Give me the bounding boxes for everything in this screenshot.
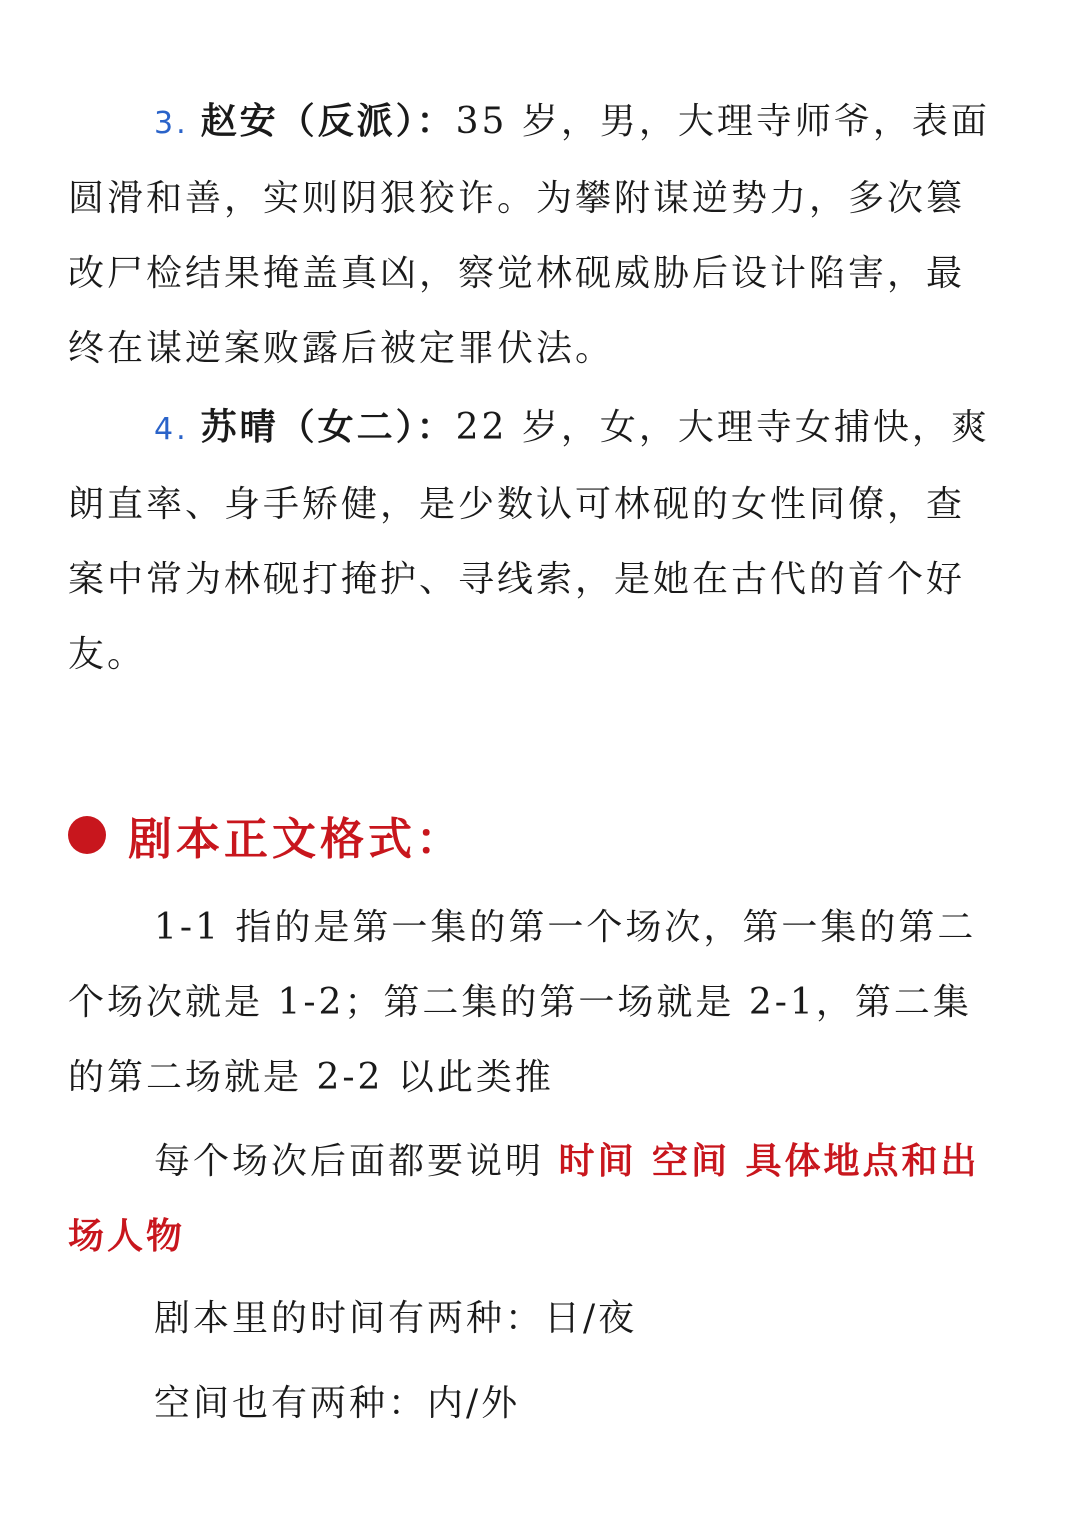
character-description: 35 岁，男，大理寺师爷，表面圆滑和善，实则阴狠狡诈。为攀附谋逆势力，多次篡改尸检结果掩盖真凶，察觉林砚威胁后设计陷害，最终在谋逆案败露后被定罪伏法。 xyxy=(68,101,990,369)
bullet-dot-icon xyxy=(68,816,106,854)
section-header xyxy=(68,800,464,870)
character-name: 苏晴（女二） xyxy=(200,406,417,448)
section-title: 剧本正文格式： xyxy=(128,814,464,865)
format-paragraph-space xyxy=(68,1366,998,1441)
character-name: 赵安（反派） xyxy=(200,100,417,142)
requirements-highlight: 时间 空间 具体地点和出场人物 xyxy=(68,1140,980,1257)
format-paragraph-scene-numbering xyxy=(68,890,998,1115)
list-number: 4. xyxy=(154,412,189,447)
scene-numbering-text: 1-1 指的是第一集的第一个场次，第一集的第二个场次就是 1-2；第二集的第一场就是 2-1，第二集的第二场就是 2-2 以此类推 xyxy=(68,907,977,1098)
character-description: 22 岁，女，大理寺女捕快，爽朗直率、身手矫健，是少数认可林砚的女性同僚，查案中常为林砚打掩护、寻线索，是她在古代的首个好友。 xyxy=(68,407,990,675)
name-colon: ： xyxy=(416,406,456,448)
format-paragraph-time xyxy=(68,1281,998,1356)
requirements-text: 每个场次后面都要说明 xyxy=(154,1141,559,1182)
space-text: 空间也有两种：内/外 xyxy=(154,1383,521,1424)
format-paragraph-scene-requirements xyxy=(68,1124,998,1274)
name-colon: ： xyxy=(416,100,456,142)
character-entry-su-qing xyxy=(68,390,998,692)
time-text: 剧本里的时间有两种：日/夜 xyxy=(154,1298,638,1339)
list-number: 3. xyxy=(154,106,189,141)
character-entry-zhao-an xyxy=(68,84,998,386)
